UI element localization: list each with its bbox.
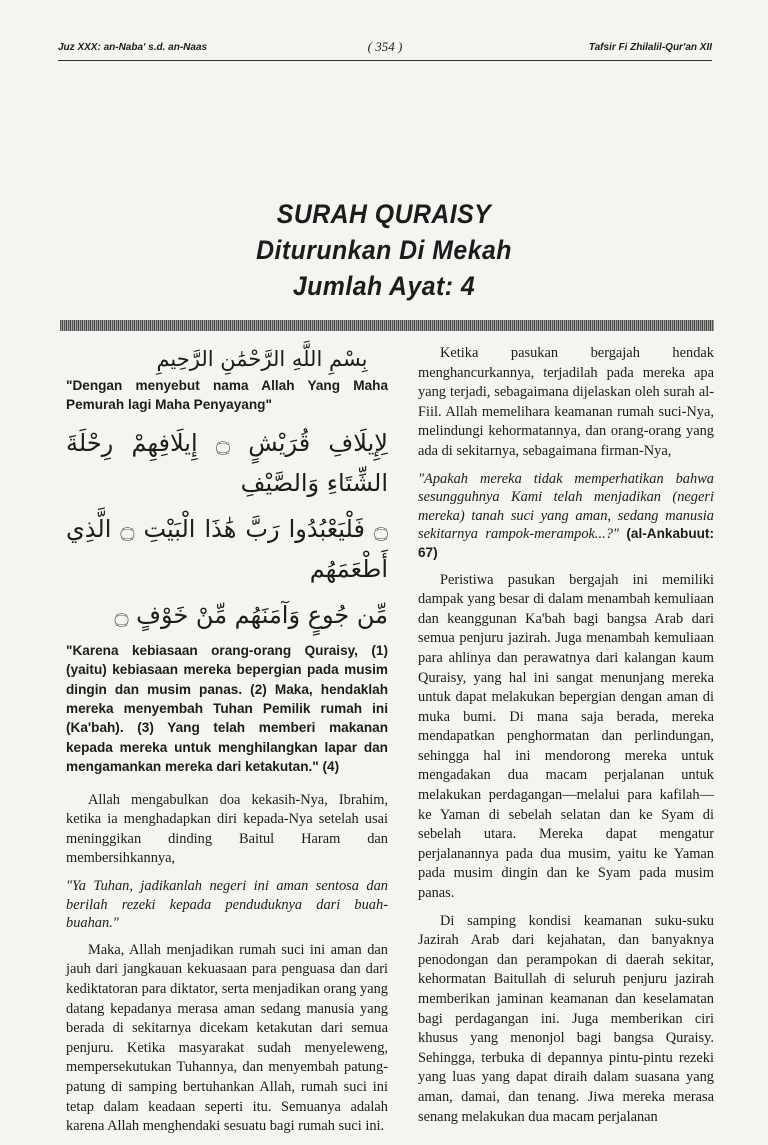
quote-reference: (al-Ankabuut: 67) (418, 526, 714, 560)
decorative-band (60, 320, 714, 331)
surah-title: SURAH QURAISY (276, 199, 492, 229)
basmalah-translation: "Dengan menyebut nama Allah Yang Maha Pemurah lagi Maha Penyayang" (66, 378, 388, 413)
verses-arabic-line-1: لِإِيلَافِ قُرَيْشٍ ۝ إِيلَافِهِمْ رِحْلَةَ الشِّتَاءِ وَالصَّيْفِ (66, 428, 388, 497)
verses-translation: "Karena kebiasaan orang-orang Quraisy, (1) (yaitu) kebiasaan mereka bepergian pada musim dingin dan musim panas. (2) Maka, hendaklah mereka menyembah Tuhan Pemilik rumah ini (Ka'bah). (3) Yang telah memberi makanan kepada mereka untuk menghilangkan lapar dan mengamankan mereka dari ketakutan." (4) (66, 642, 388, 775)
quote-text: "Apakah mereka tidak memperhatikan bahwa sesungguhnya Kami telah menjadikan (negeri mereka) tanah suci yang aman, sedang manusia sekitarnya rampok-merampok...?" (418, 470, 714, 543)
paragraph: Allah mengabulkan doa kekasih-Nya, Ibrahim, ketika ia menghadapkan diri kepada-Nya setelah usai meninggikan dinding Baitul Haram dan membersihkannya, (66, 791, 388, 867)
left-column (66, 344, 388, 1145)
header-divider (58, 60, 712, 61)
basmalah-arabic: بِسْمِ اللَّهِ الرَّحْمَٰنِ الرَّحِيمِ (156, 347, 368, 371)
header-book-title: Tafsir Fi Zhilalil-Qur'an XII (588, 42, 712, 53)
page-number: ( 354 ) (367, 39, 403, 54)
paragraph: Peristiwa pasukan bergajah ini memiliki dampak yang besar di dalam menambah kemuliaan dan keanggunan Ka'bah bagi bangsa Arab dari semua penjuru jazirah. Juga menambah kemuliaan para ahlinya dan perawatnya dari kalangan kaum Quraisy, yang hal ini sangat menunjang mereka untuk dapat melakukan bepergian dengan aman di muka bumi. Di mana saja berada, mereka mendapatkan penghormatan dan perlindungan, sehingga hal ini mendorong mereka untuk mengadakan dua macam perjalanan untuk melakukan perdagangan—melalui para kafilah—ke Yaman di sebelah selatan dan ke Syam di sebelah utara. Mereka dapat mengatur perjalanannya pada dua musim, yaitu ke Yaman pada musim dingin dan ke Syam pada musim panas. (418, 571, 714, 902)
quote (418, 470, 714, 563)
paragraph: Ketika pasukan bergajah hendak menghancurkannya, terjadilah pada mereka apa yang terjadi, sebagaimana dijelaskan oleh surah al-Fiil. Allah memelihara keamanan rumah suci-Nya, melindungi kehormatannya, dan orang-orang yang ada di sekitarnya, sebagaimana firman-Nya, (418, 345, 714, 459)
paragraph: Di samping kondisi keamanan suku-suku Jazirah Arab dari kejahatan, dan banyaknya penodongan dan perampokan di daerah sekitar, kehormatan Baitullah di seluruh penjuru jazirah memberikan jaminan keamanan dan keselamatan bagi perdagangan ini. Juga memberikan ciri khusus yang menonjol bagi bangsa Quraisy. Sehingga, terbuka di depannya pintu-pintu rezeki yang luas yang dapat diraih dalam suasana yang aman, damai, dan tenang. Jiwa mereka merasa senang melakukan dua macam perjalanan (418, 912, 714, 1125)
verses-arabic-line-3: مِّن جُوعٍ وَآمَنَهُم مِّنْ خَوْفٍ ۝ (114, 600, 388, 629)
running-header (58, 38, 712, 58)
surah-revelation-place: Diturunkan Di Mekah (256, 235, 512, 265)
surah-title-block (0, 196, 768, 304)
right-column (418, 344, 714, 1135)
paragraph: Maka, Allah menjadikan rumah suci ini aman dan jauh dari jangkauan kekuasaan para penguasa dan dari kediktatoran para diktator, serta menjadikan orang yang datang kepadanya merasa aman sedang manusia yang berada di sekitarnya dicekam ketakutan dari semua penjuru. Ketika masyarakat sudah menyeleweng, mempersekutukan Tuhannya, dan menyembah patung-patung di samping bertuhankan Allah, rumah suci ini tetap dalam keadaan seperti itu. Semuanya adalah karena Allah menghendaki sesuatu bagi rumah suci ini. (66, 941, 388, 1135)
quote: "Ya Tuhan, jadikanlah negeri ini aman sentosa dan berilah rezeki kepada penduduknya dari buah-buahan." (66, 878, 388, 932)
verses-arabic-line-2: ۝ فَلْيَعْبُدُوا رَبَّ هَٰذَا الْبَيْتِ ۝ الَّذِي أَطْعَمَهُم (66, 514, 388, 583)
surah-verse-count: Jumlah Ayat: 4 (292, 271, 476, 301)
header-juz: Juz XXX: an-Naba' s.d. an-Naas (58, 42, 208, 53)
